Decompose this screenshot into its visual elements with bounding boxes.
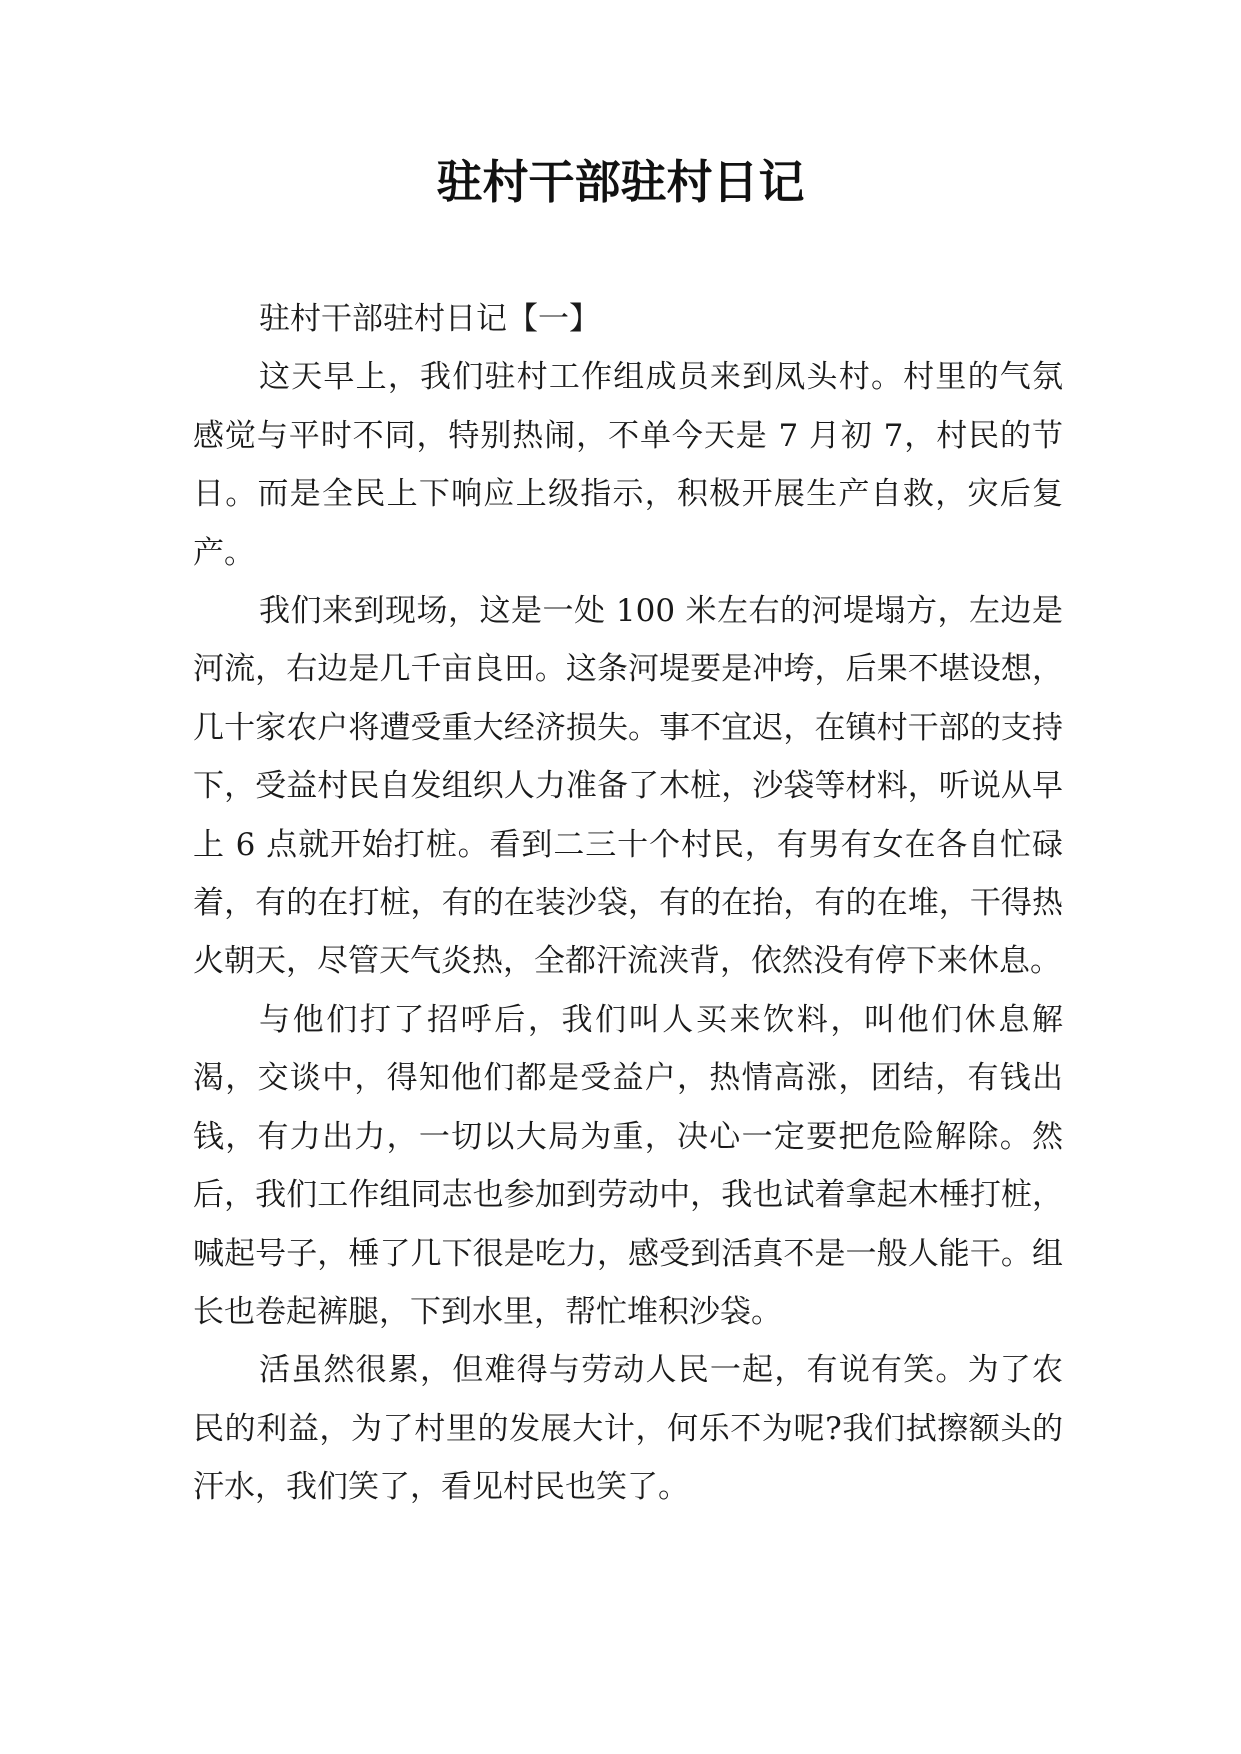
body-paragraph: 这天早上，我们驻村工作组成员来到凤头村。村里的气氛感觉与平时不同，特别热闹，不单今天是 7 月初 7，村民的节日。而是全民上下响应上级指示，积极开展生产自救，灾后复产。 <box>193 359 1063 571</box>
section-heading: 驻村干部驻村日记【一】 <box>259 301 600 337</box>
document-title: 驻村干部驻村日记 <box>436 155 805 209</box>
body-paragraph: 我们来到现场，这是一处 100 米左右的河堤塌方，左边是河流，右边是几千亩良田。这条河堤要是冲垮，后果不堪设想，几十家农户将遭受重大经济损失。事不宜迟，在镇村干部的支持下，受益村民自发组织人力准备了木桩，沙袋等材料，听说从早上 6 点就开始打桩。看到二三十个村民，有男有女在各自忙碌着，有的在打桩，有的在装沙袋，有的在抬，有的在堆，干得热火朝天，尽管天气炎热，全都汗流浃背，依然没有停下来休息。 <box>193 593 1063 980</box>
document-body <box>193 290 1063 1517</box>
body-paragraph: 活虽然很累，但难得与劳动人民一起，有说有笑。为了农民的利益，为了村里的发展大计，何乐不为呢?我们拭擦额头的汗水，我们笑了，看见村民也笑了。 <box>193 1352 1063 1506</box>
body-paragraph: 与他们打了招呼后，我们叫人买来饮料，叫他们休息解渴，交谈中，得知他们都是受益户，热情高涨，团结，有钱出钱，有力出力，一切以大局为重，决心一定要把危险解除。然后，我们工作组同志也参加到劳动中，我也试着拿起木棰打桩，喊起号子，棰了几下很是吃力，感受到活真不是一般人能干。组长也卷起裤腿，下到水里，帮忙堆积沙袋。 <box>193 1001 1063 1330</box>
